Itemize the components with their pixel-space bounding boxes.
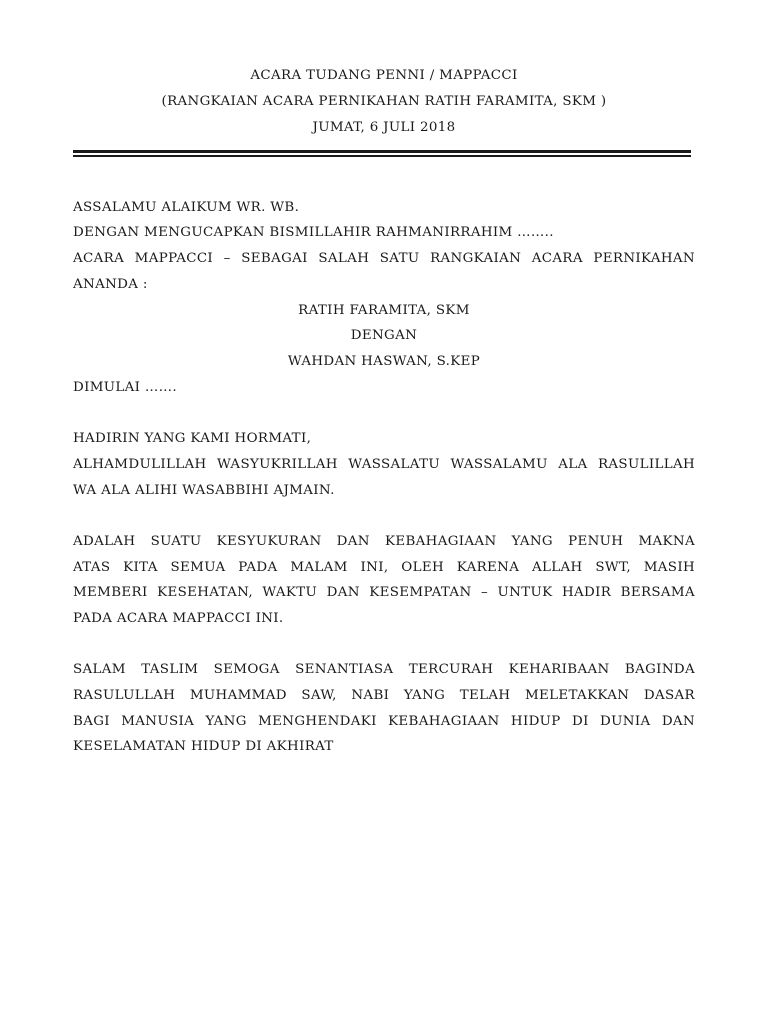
header-divider-thick: [73, 150, 691, 153]
paragraph-line: SALAM TASLIM SEMOGA SENANTIASA TERCURAH KEHARIBAAN BAGINDA: [73, 662, 695, 677]
paragraph-line: ATAS KITA SEMUA PADA MALAM INI, OLEH KARENA ALLAH SWT, MASIH: [73, 560, 695, 575]
paragraph-line: KESELAMATAN HIDUP DI AKHIRAT: [73, 739, 334, 754]
groom-name: WAHDAN HASWAN, S.KEP: [287, 354, 481, 369]
greeting-line: ASSALAMU ALAIKUM WR. WB.: [73, 200, 300, 215]
paragraph-line: BAGI MANUSIA YANG MENGHENDAKI KEBAHAGIAAN HIDUP DI DUNIA DAN: [73, 714, 695, 729]
paragraph-line: PADA ACARA MAPPACCI INI.: [73, 611, 284, 626]
intro-line: ANANDA :: [73, 277, 148, 292]
couple-connector: DENGAN: [350, 328, 418, 343]
paragraph-line: WA ALA ALIHI WASABBIHI AJMAIN.: [73, 483, 335, 498]
document-subtitle: (RANGKAIAN ACARA PERNIKAHAN RATIH FARAMITA, SKM ): [161, 94, 607, 109]
paragraph-line: HADIRIN YANG KAMI HORMATI,: [73, 431, 312, 446]
start-line: DIMULAI …….: [73, 380, 178, 395]
header-divider-thin: [73, 155, 691, 157]
paragraph-line: RASULULLAH MUHAMMAD SAW, NABI YANG TELAH MELETAKKAN DASAR: [73, 688, 695, 703]
paragraph-line: MEMBERI KESEHATAN, WAKTU DAN KESEMPATAN – UNTUK HADIR BERSAMA: [73, 585, 695, 600]
bride-name: RATIH FARAMITA, SKM: [298, 303, 470, 318]
document-title: ACARA TUDANG PENNI / MAPPACCI: [250, 68, 518, 83]
paragraph-line: ADALAH SUATU KESYUKURAN DAN KEBAHAGIAAN YANG PENUH MAKNA: [73, 534, 695, 549]
intro-line: ACARA MAPPACCI – SEBAGAI SALAH SATU RANGKAIAN ACARA PERNIKAHAN: [73, 251, 695, 266]
document-date: JUMAT, 6 JULI 2018: [312, 120, 456, 135]
paragraph-line: ALHAMDULILLAH WASYUKRILLAH WASSALATU WASSALAMU ALA RASULILLAH: [73, 457, 695, 472]
bismillah-line: DENGAN MENGUCAPKAN BISMILLAHIR RAHMANIRRAHIM ……..: [73, 225, 554, 240]
